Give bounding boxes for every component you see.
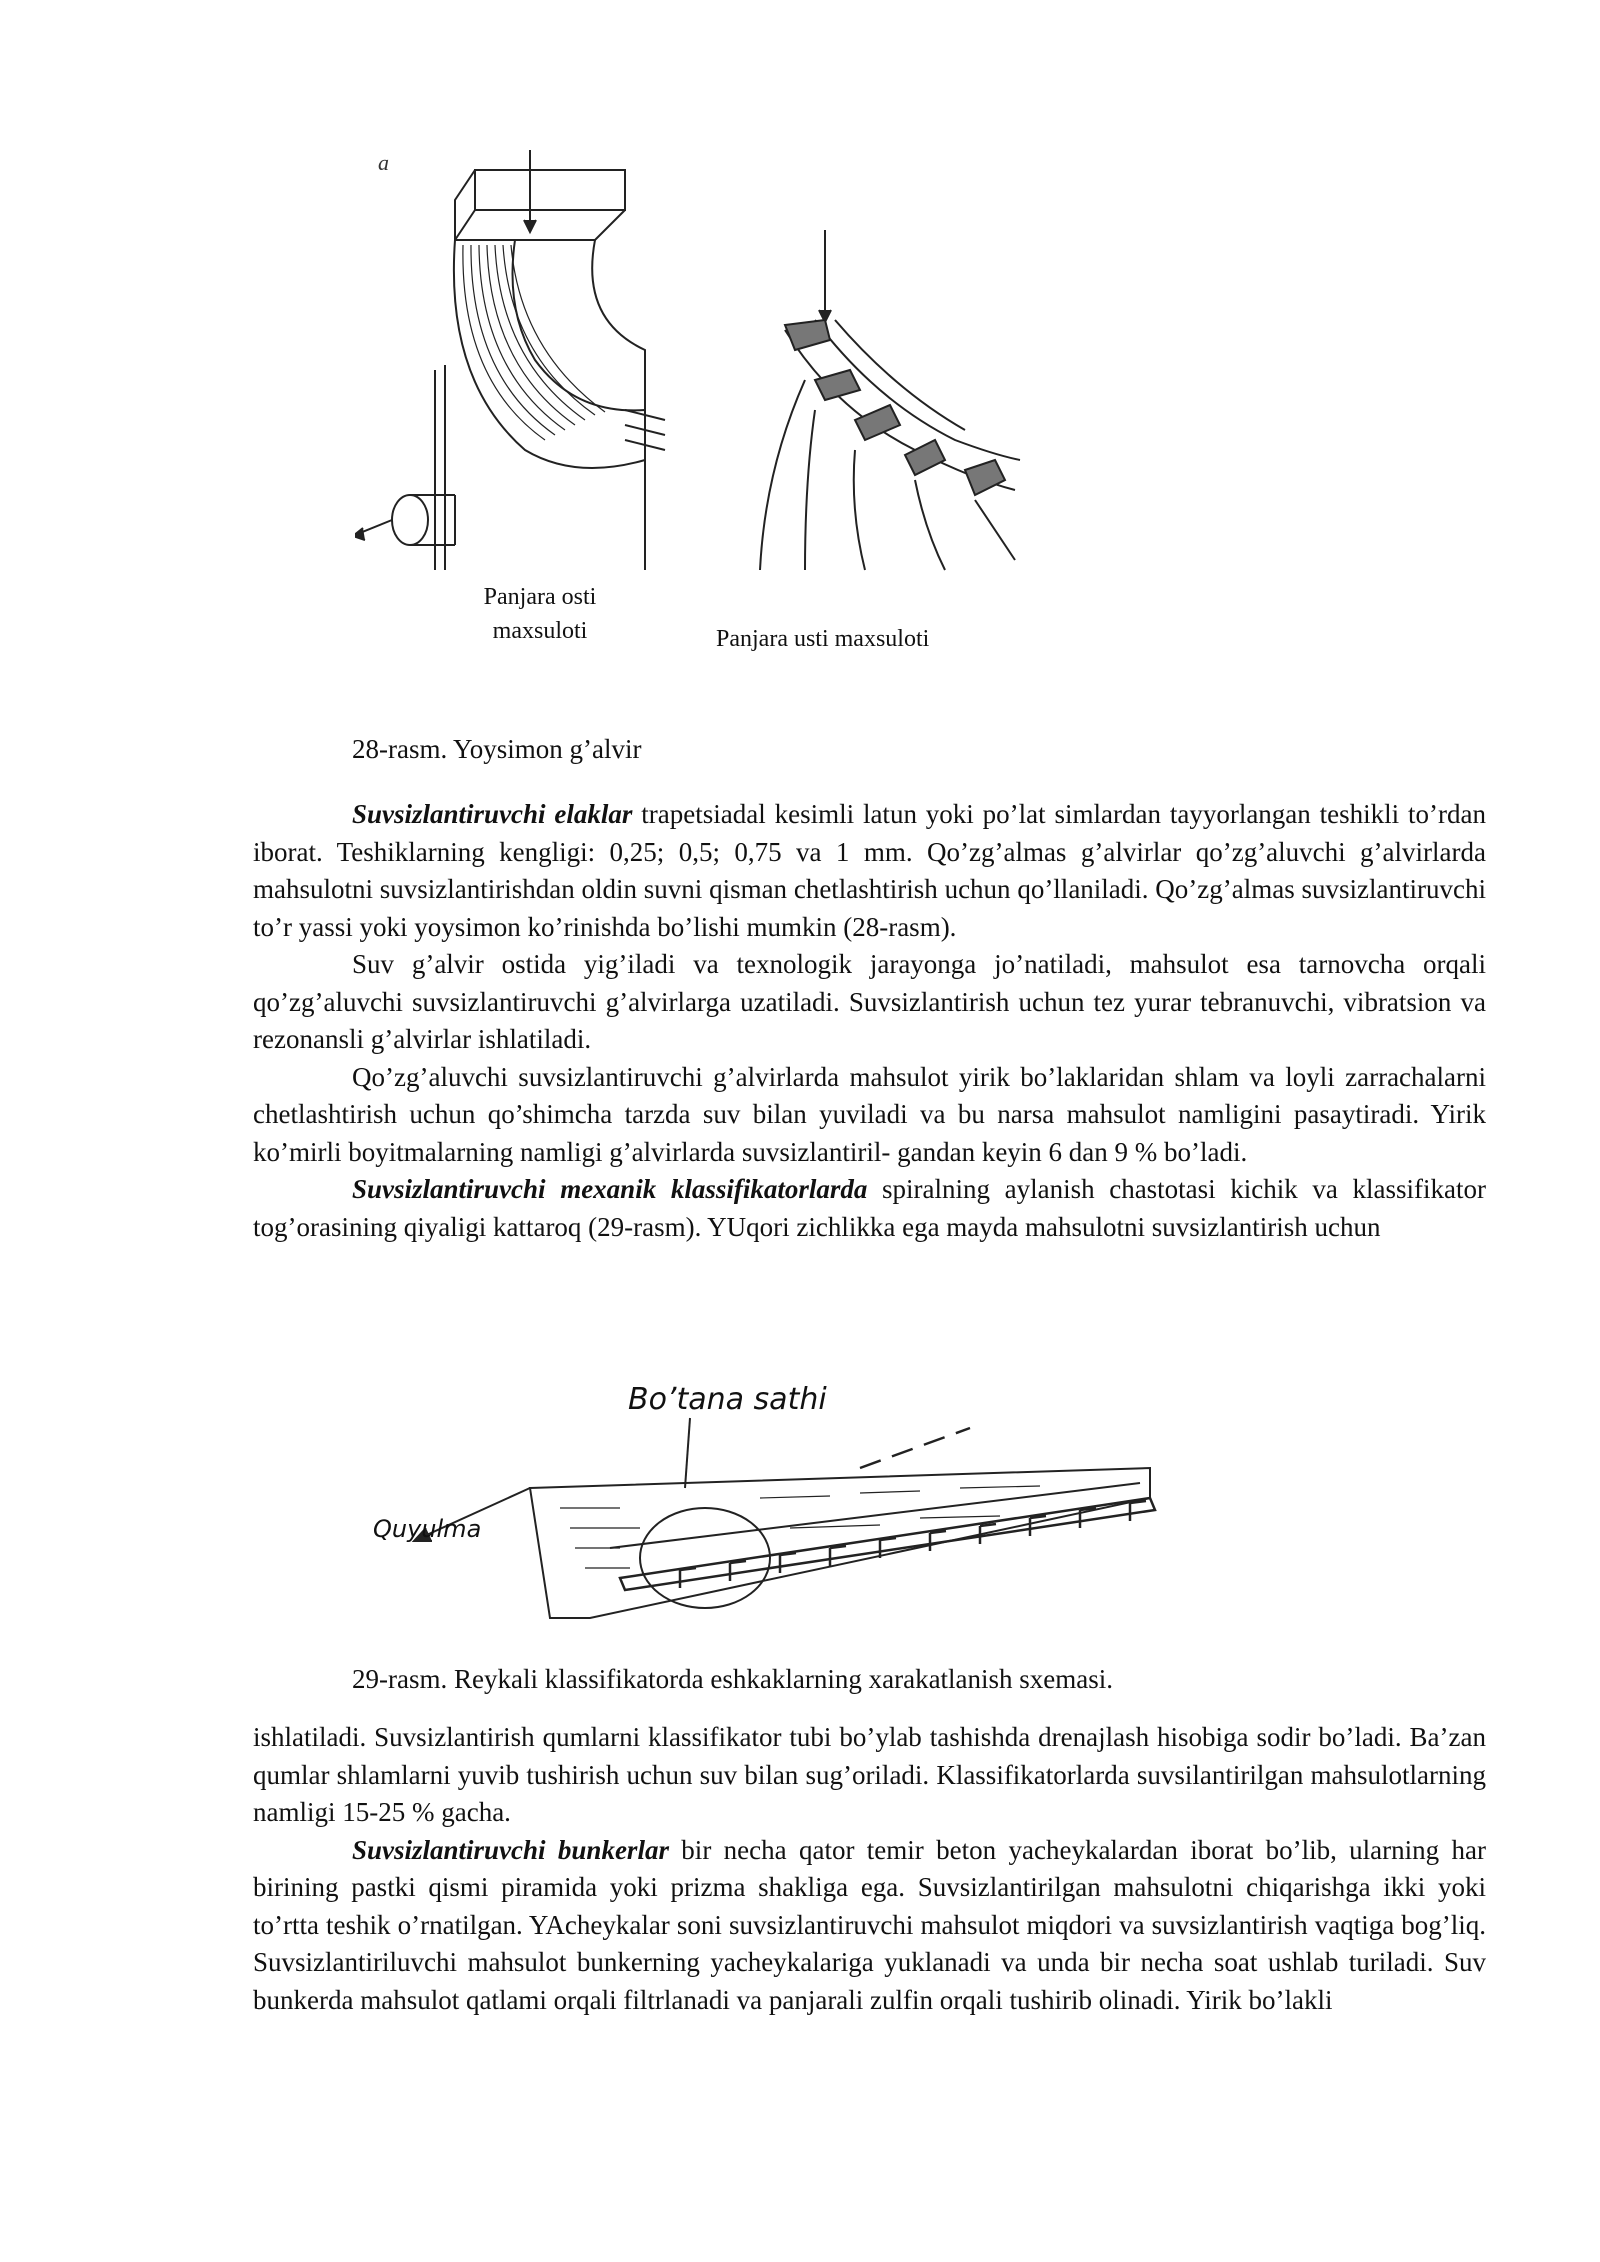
term: Suvsizlantiruvchi bunkerlar [352,1834,669,1865]
figure-28-drawing [355,150,1035,580]
paragraph [253,946,1486,1059]
figure-29-caption: 29-rasm. Reykali klassifikatorda eshkaklarning xarakatlanish sxemasi. [352,1664,1114,1694]
over-screen-product-label: Panjara usti maxsuloti [716,626,930,652]
term: Suvsizlantiruvchi elaklar [352,799,633,829]
paragraph [253,796,1486,946]
paragraph-text: ishlatiladi. Suvsizlantirish qumlarni klassifikator tubi bo’ylab tashishda drenajlash hisobiga sodir bo’ladi. Ba’zan qumlar shlamlarni yuvib tushirish uchun suv bilan sug’oriladi. Klassifikatorlarda suvsilantirilgan mahsulotlarning namligi 15-25 % gacha. [253,1722,1486,1827]
figure-28-letter: a [378,150,389,175]
paragraph [253,1059,1486,1172]
paragraph-text: Suv g’alvir ostida yig’iladi va texnologik jarayonga jo’natiladi, mahsulot esa tarnovcha orqali qo’zg’aluvchi suvsizlantiruvchi g’alvirlarga uzatiladi. Suvsizlantirish uchun tez yurar tebranuvchi, vibratsion va rezonansli g’alvirlar ishlatiladi. [253,949,1486,1054]
under-screen-product-label: Panjara osti maxsuloti [483,584,597,644]
paragraph [253,1832,1486,2020]
body-text-section-2 [253,1719,1486,2019]
paragraph-text: spiralning aylanish chastotasi kichik va klassifikator tog’orasining qiyaligi kattaroq (29-rasm). YUqori zichlikka ega mayda mahsulotni suvsizlantirish uchun [253,1174,1486,1242]
rake-classifier-illustration [360,1378,1200,1640]
term: Suvsizlantiruvchi mexanik klassifikatorlarda [352,1174,868,1204]
figure-29-drawing [360,1378,1200,1640]
paragraph [253,1719,1486,1832]
paragraph-text: trapetsiadal kesimli latun yoki po’lat simlardan tayyorlangan teshikli to’rdan iborat. Teshiklarning kengligi: 0,25; 0,5; 0,75 va 1 mm. Qo’zg’almas g’alvirlar qo’zg’aluvchi g’alvirlarda mahsulotni suvsizlantirishdan oldin suvni qisman chetlashtirish uchun qo’llaniladi. Qo’zg’almas suvsizlantiruvchi to’r yassi yoki yoysimon ko’rinishda bo’lishi mumkin (28-rasm). [253,799,1486,942]
slurry-level-label: Bo’tana sathi [628,1382,827,1417]
paragraph [253,1171,1486,1246]
body-text-section-1 [253,796,1486,1246]
sands-discharge-label: Quyulma [373,1515,482,1543]
arc-sieve-illustration [355,150,1035,580]
paragraph-text: bir necha qator temir beton yacheykalardan iborat bo’lib, ularning har birining pastki qismi piramida yoki prizma shakliga ega. Suvsizlantirilgan mahsulotni chiqarishga ikki yoki to’rtta teshik o’rnatilgan. YAcheykalar soni suvsizlantiruvchi mahsulot miqdori va suvsizlantirish vaqtiga bog’liq. Suvsizlantiriluvchi mahsulot bunkerning yacheykalariga yuklanadi va unda bir necha soat ushlab turiladi. Suv bunkerda mahsulot qatlami orqali filtrlanadi va panjarali zulfin orqali tushirib olinadi. Yirik bo’lakli [253,1834,1486,2015]
paragraph-text: Qo’zg’aluvchi suvsizlantiruvchi g’alvirlarda mahsulot yirik bo’laklaridan shlam va loyli zarrachalarni chetlashtirish uchun qo’shimcha tarzda suv bilan yuviladi va bu narsa mahsulot namligini pasaytiradi. Yirik ko’mirli boyitmalarning namligi g’alvirlarda suvsizlantiril- gandan keyin 6 dan 9 % bo’ladi. [253,1061,1486,1167]
figure-28-caption: 28-rasm. Yoysimon g’alvir [352,734,642,764]
